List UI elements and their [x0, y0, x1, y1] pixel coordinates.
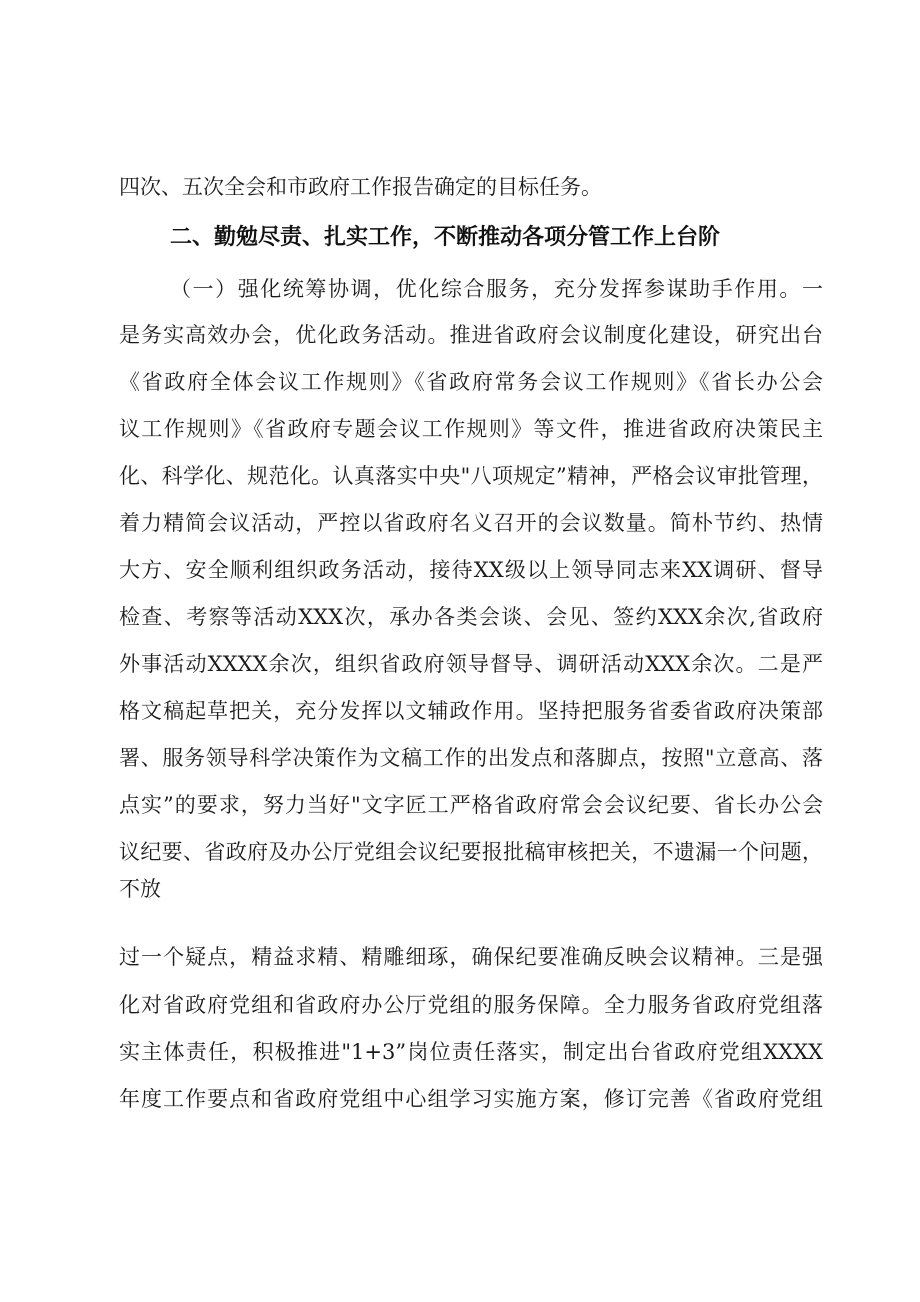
paragraph-line: 议纪要、省政府及办公厅党组会议纪要报批稿审核把关，不遗漏一个问题， [119, 840, 823, 864]
paragraph-line: 化、科学化、规范化。认真落实中央"八项规定”精神，严格会议审批管理， [119, 464, 823, 488]
paragraph-line: （一）强化统筹协调，优化综合服务，充分发挥参谋助手作用。一 [170, 277, 823, 301]
paragraph-line: 年度工作要点和省政府党组中心组学习实施方案，修订完善《省政府党组 [119, 1087, 823, 1111]
paragraph-line: 署、服务领导科学决策作为文稿工作的出发点和落脚点，按照"立意高、落 [119, 746, 823, 770]
paragraph-line: 《省政府全体会议工作规则》《省政府常务会议工作规则》《省长办公会 [119, 370, 823, 394]
paragraph-line: 格文稿起草把关，充分发挥以文辅政作用。坚持把服务省委省政府决策部 [119, 699, 823, 723]
paragraph-line: 检查、考察等活动XXX次，承办各类会谈、会见、签约XXX余次,省政府 [119, 605, 823, 629]
paragraph-line: 是务实高效办会，优化政务活动。推进省政府会议制度化建设，研究出台 [119, 323, 823, 347]
paragraph-line: 着力精简会议活动，严控以省政府名义召开的会议数量。简朴节约、热情 [119, 511, 823, 535]
paragraph-line: 大方、安全顺利组织政务活动，接待XX级以上领导同志来XX调研、督导 [119, 558, 823, 582]
paragraph-line: 不放 [119, 877, 161, 901]
paragraph-line: 点实”的要求，努力当好"文字匠工严格省政府常会会议纪要、省长办公会 [119, 793, 823, 817]
paragraph-line: 化对省政府党组和省政府办公厅党组的服务保障。全力服务省政府党组落 [119, 993, 823, 1017]
section-heading: 二、勤勉尽责、扎实工作，不断推动各项分管工作上台阶 [170, 225, 721, 250]
paragraph-line: 过一个疑点，精益求精、精雕细琢，确保纪要准确反映会议精神。三是强 [119, 945, 823, 969]
paragraph-line: 四次、五次全会和市政府工作报告确定的目标任务。 [119, 175, 602, 199]
paragraph-line: 议工作规则》《省政府专题会议工作规则》等文件，推进省政府决策民主 [119, 417, 823, 441]
paragraph-line: 外事活动XXXX余次，组织省政府领导督导、调研活动XXX余次。二是严 [119, 652, 823, 676]
paragraph-line: 实主体责任，积极推进"1+3”岗位责任落实，制定出台省政府党组XXXX [119, 1040, 823, 1064]
